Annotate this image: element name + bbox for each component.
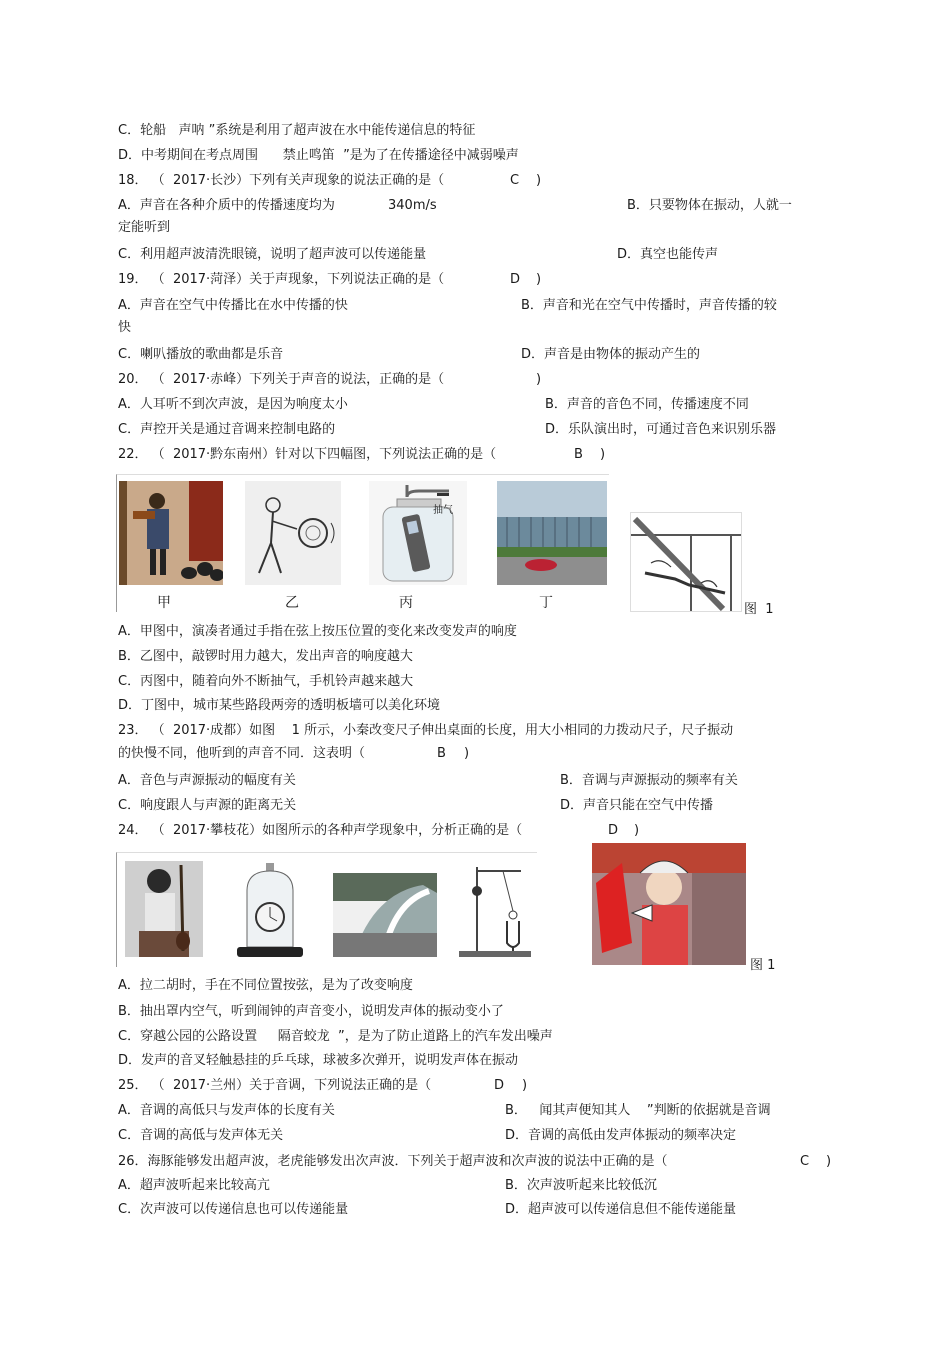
q20-option-a: A．人耳听不到次声波，是因为响度太小 xyxy=(118,397,348,412)
paren-close: ) xyxy=(536,272,542,287)
q19-option-a: A．声音在空气中传播比在水中传播的快 xyxy=(118,298,348,313)
q18-option-b: B．只要物体在振动，人就一 xyxy=(627,198,792,213)
paren-close: ) xyxy=(634,823,640,838)
q18-option-d: D．真空也能传声 xyxy=(617,247,719,262)
question-25: 25． （ 2017·兰州）关于音调，下列说法正确的是（ xyxy=(118,1078,432,1093)
answer-19: D xyxy=(510,272,521,287)
answer-22: B xyxy=(574,447,583,462)
tuning-fork-image xyxy=(455,861,535,961)
answer-24: D xyxy=(608,823,619,838)
q22-figure-strip xyxy=(116,474,609,612)
gong-image xyxy=(245,481,341,585)
paren-close: ) xyxy=(826,1154,832,1169)
q25-option-c: C．音调的高低与发声体无关 xyxy=(118,1128,284,1143)
q25-option-d: D．音调的高低由发声体振动的频率决定 xyxy=(505,1128,737,1143)
fig1-label-top: 图 1 xyxy=(744,602,774,617)
q18-option-b-cont: 定能听到 xyxy=(118,220,171,235)
option-d-line: D．中考期间在考点周围 禁止鸣笛 ”是为了在传播途径中减弱噪声 xyxy=(118,148,519,163)
q26-option-c: C．次声波可以传递信息也可以传递能量 xyxy=(118,1202,349,1217)
q19-option-b-cont: 快 xyxy=(118,320,132,335)
question-20: 20． （ 2017·赤峰）下列关于声音的说法，正确的是（ xyxy=(118,372,445,387)
q24-option-a: A．拉二胡时，手在不同位置按弦，是为了改变响度 xyxy=(118,978,413,993)
q26-option-b: B．次声波听起来比较低沉 xyxy=(505,1178,657,1193)
ruler-figure xyxy=(630,512,742,612)
q20-option-d: D．乐队演出时，可通过音色来识别乐器 xyxy=(545,422,777,437)
paren-close: ) xyxy=(464,746,470,761)
sound-barrier-image xyxy=(333,873,437,957)
paren-close: ) xyxy=(600,447,606,462)
bell-jar-image xyxy=(369,481,467,585)
q20-option-b: B．声音的音色不同，传播速度不同 xyxy=(545,397,749,412)
q24-figure-strip xyxy=(116,852,537,967)
q22-option-b: B．乙图中，敲锣时用力越大，发出声音的响度越大 xyxy=(118,649,413,664)
megaphone-figure xyxy=(592,843,746,965)
caption-ding: 丁 xyxy=(539,595,553,611)
caption-yi: 乙 xyxy=(285,595,299,611)
q18-option-a-value: 340m/s xyxy=(388,198,437,213)
q22-option-a: A．甲图中，演凑者通过手指在弦上按压位置的变化来改变发声的响度 xyxy=(118,624,517,639)
question-18: 18． （ 2017·长沙）下列有关声现象的说法正确的是（ xyxy=(118,173,445,188)
option-c-line: C．轮船 声呐 ”系统是利用了超声波在水中能传递信息的特征 xyxy=(118,123,476,138)
q25-option-b: B． 闻其声便知其人 ”判断的依据就是音调 xyxy=(505,1103,771,1118)
road-wall-image xyxy=(497,481,607,585)
question-23: 23． （ 2017·成都）如图 1 所示，小秦改变尺子伸出桌面的长度，用大小相同的力拨动尺子，尺子振动 xyxy=(118,723,734,738)
violinist-image xyxy=(119,481,223,585)
q19-option-d: D．声音是由物体的振动产生的 xyxy=(521,347,701,362)
q18-option-c: C．利用超声波清洗眼镜，说明了超声波可以传递能量 xyxy=(118,247,427,262)
question-19: 19． （ 2017·菏泽）关于声现象，下列说法正确的是（ xyxy=(118,272,445,287)
q19-option-b: B．声音和光在空气中传播时，声音传播的较 xyxy=(521,298,777,313)
q20-option-c: C．声控开关是通过音调来控制电路的 xyxy=(118,422,336,437)
answer-18: C xyxy=(510,173,520,188)
question-26: 26．海豚能够发出超声波，老虎能够发出次声波．下列关于超声波和次声波的说法中正确的是（ xyxy=(118,1154,668,1169)
erhu-image xyxy=(125,861,203,957)
q24-option-b: B．抽出罩内空气，听到闹钟的声音变小，说明发声体的振动变小了 xyxy=(118,1004,504,1019)
question-24: 24． （ 2017·攀枝花）如图所示的各种声学现象中，分析正确的是（ xyxy=(118,823,523,838)
q24-option-c: C．穿越公园的公路设置 隔音蛟龙 ”，是为了防止道路上的汽车发出噪声 xyxy=(118,1029,553,1044)
q22-option-c: C．丙图中，随着向外不断抽气，手机铃声越来越大 xyxy=(118,674,414,689)
fig1-label-bottom: 图 1 xyxy=(750,958,776,973)
caption-bing: 丙 xyxy=(399,595,413,611)
chouqi-label: 抽气 xyxy=(433,505,453,516)
paren-close: ) xyxy=(536,173,542,188)
q25-option-a: A．音调的高低只与发声体的长度有关 xyxy=(118,1103,335,1118)
q24-option-d: D．发声的音叉轻触悬挂的乒乓球，球被多次弹开，说明发声体在振动 xyxy=(118,1053,519,1068)
paren-close: ) xyxy=(536,372,542,387)
q23-option-c: C．响度跟人与声源的距离无关 xyxy=(118,798,297,813)
caption-jia: 甲 xyxy=(157,595,171,611)
question-22: 22． （ 2017·黔东南州）针对以下四幅图，下列说法正确的是（ xyxy=(118,447,497,462)
answer-25: D xyxy=(494,1078,505,1093)
question-23-cont: 的快慢不同，他听到的声音不同．这表明（ xyxy=(118,746,366,761)
q26-option-a: A．超声波听起来比较高亢 xyxy=(118,1178,270,1193)
q23-option-d: D．声音只能在空气中传播 xyxy=(560,798,714,813)
q26-option-d: D．超声波可以传递信息但不能传递能量 xyxy=(505,1202,737,1217)
paren-close: ) xyxy=(522,1078,528,1093)
bell-jar-clock-image xyxy=(233,861,307,961)
answer-26: C xyxy=(800,1154,810,1169)
q19-option-c: C．喇叭播放的歌曲都是乐音 xyxy=(118,347,284,362)
answer-23: B xyxy=(437,746,446,761)
q23-option-a: A．音色与声源振动的幅度有关 xyxy=(118,773,296,788)
q22-option-d: D．丁图中，城市某些路段两旁的透明板墙可以美化环境 xyxy=(118,698,441,713)
q23-option-b: B．音调与声源振动的频率有关 xyxy=(560,773,738,788)
q18-option-a: A．声音在各种介质中的传播速度均为 xyxy=(118,198,335,213)
